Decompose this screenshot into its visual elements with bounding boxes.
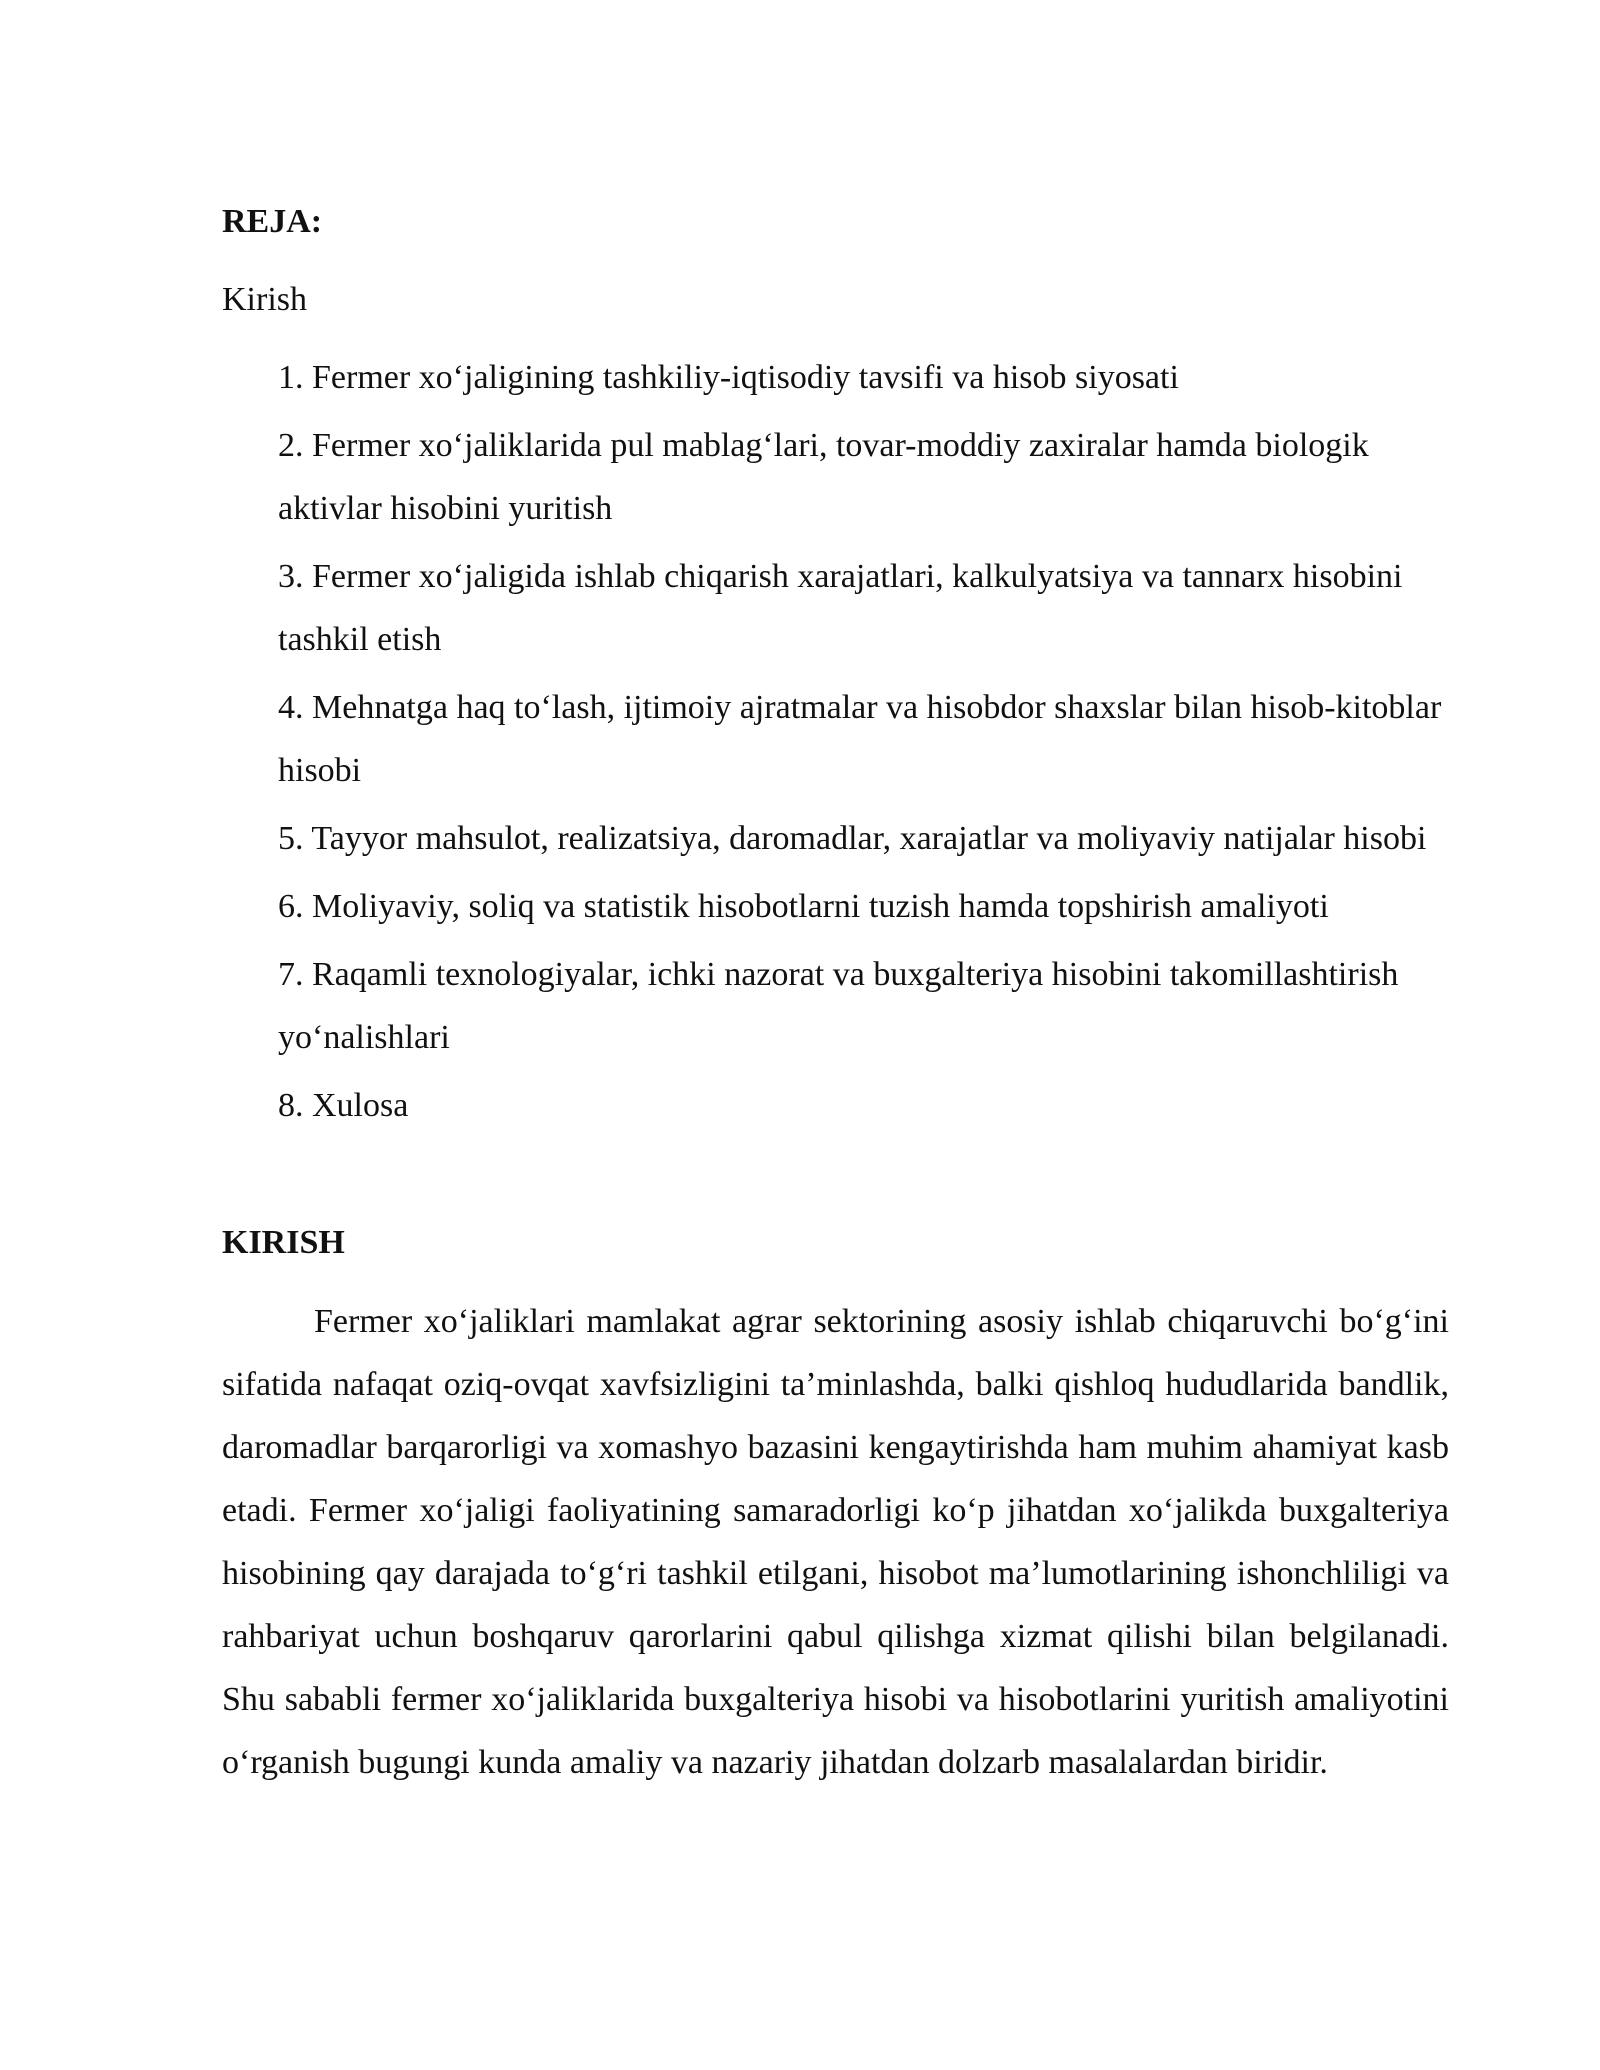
plan-item-7: 7. Raqamli texnologiyalar, ichki nazorat va buxgalteriya hisobini takomillashtirish yo‘nalishlari: [278, 956, 1399, 1056]
plan-item-2: 2. Fermer xo‘jaliklarida pul mablag‘lari, tovar-moddiy zaxiralar hamda biologik aktivlar hisobini yuritish: [278, 427, 1369, 527]
plan-item-8: 8. Xulosa: [278, 1087, 409, 1124]
plan-intro-label: Kirish: [222, 281, 307, 318]
plan-item-5: 5. Tayyor mahsulot, realizatsiya, daromadlar, xarajatlar va moliyaviy natijalar hisobi: [278, 820, 1427, 857]
plan-item-1: 1. Fermer xo‘jaligining tashkiliy-iqtisodiy tavsifi va hisob siyosati: [278, 359, 1179, 396]
plan-item-3: 3. Fermer xo‘jaligida ishlab chiqarish xarajatlari, kalkulyatsiya va tannarx hisobini tashkil etish: [278, 558, 1403, 658]
plan-item-6: 6. Moliyaviy, soliq va statistik hisobotlarni tuzish hamda topshirish amaliyoti: [278, 888, 1329, 925]
plan-item-4: 4. Mehnatga haq to‘lash, ijtimoiy ajratmalar va hisobdor shaxslar bilan hisob-kitoblar hisobi: [278, 689, 1442, 789]
intro-heading: KIRISH: [222, 1224, 345, 1261]
plan-heading: REJA:: [222, 203, 323, 240]
intro-paragraph: Fermer xo‘jaliklari mamlakat agrar sektorining asosiy ishlab chiqaruvchi bo‘g‘ini sifatida nafaqat oziq-ovqat xavfsizligini ta’minlashda, balki qishloq hududlarida bandlik, daromadlar barqarorligi va xomashyo bazasini kengaytirishda ham muhim ahamiyat kasb etadi. Fermer xo‘jaligi faoliyatining samaradorligi ko‘p jihatdan xo‘jalikda buxgalteriya hisobining qay darajada to‘g‘ri tashkil etilgani, hisobot ma’lumotlarining ishonchliligi va rahbariyat uchun boshqaruv qarorlarini qabul qilishga xizmat qilishi bilan belgilanadi. Shu sababli fermer xo‘jaliklarida buxgalteriya hisobi va hisobotlarini yuritish amaliyotini o‘rganish bugungi kunda amaliy va nazariy jihatdan dolzarb masalalardan biridir.: [222, 1303, 1449, 1781]
plan-list: [278, 346, 1448, 1142]
